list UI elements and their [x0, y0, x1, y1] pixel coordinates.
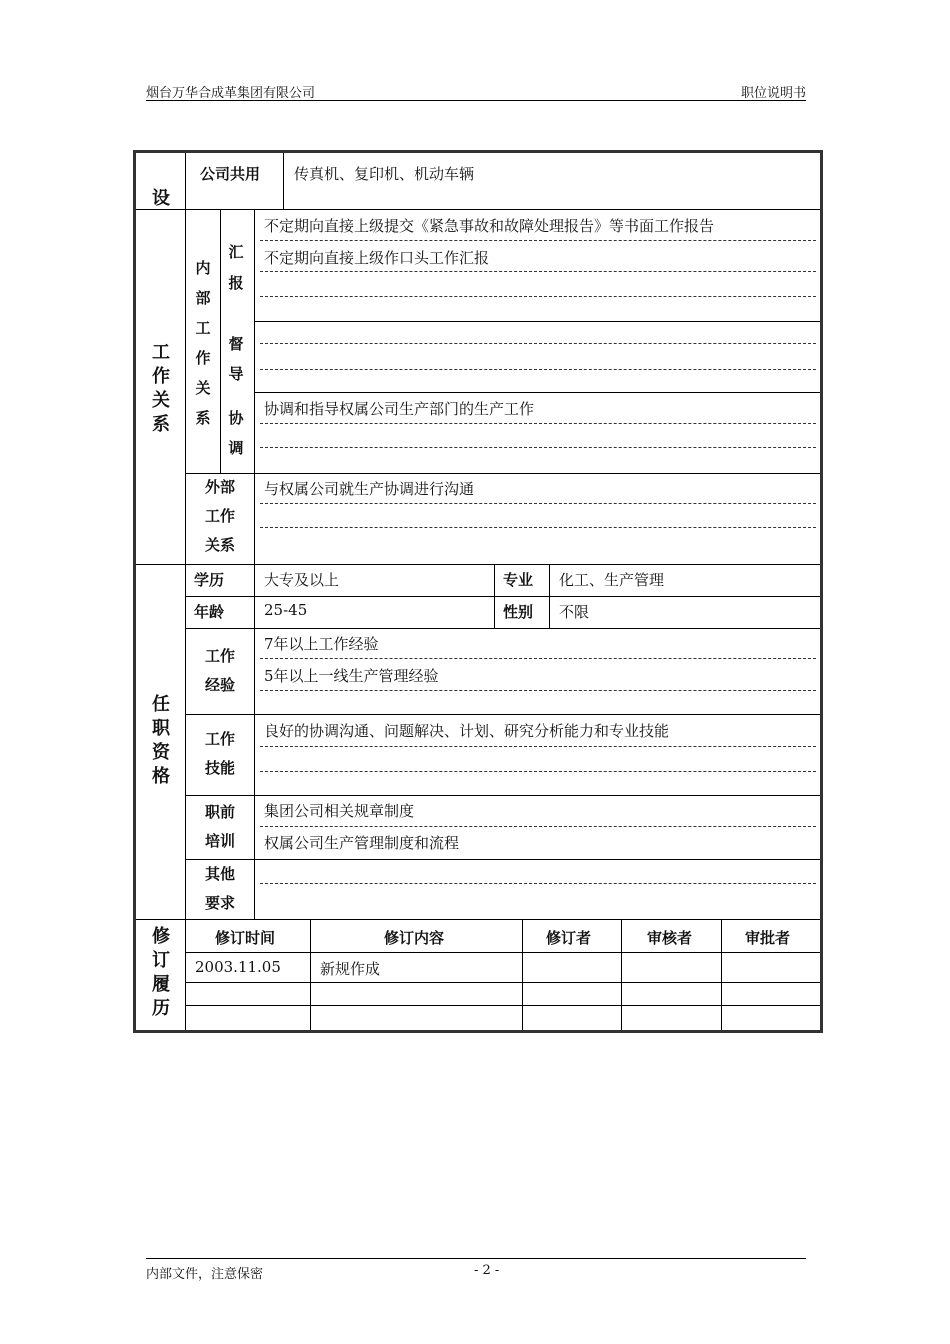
- revision-column-header: 审核者: [647, 929, 693, 947]
- revision-section-label: 修订履历: [152, 926, 170, 1019]
- major-label: 专业: [503, 571, 534, 589]
- page-footer: [146, 1258, 806, 1282]
- relations-section-label: 工作关系: [152, 342, 170, 435]
- skills-item: 良好的协调沟通、问题解决、计划、研究分析能力和专业技能: [264, 722, 670, 740]
- report-item: 不定期向直接上级作口头工作汇报: [264, 249, 490, 267]
- page-header: [146, 82, 806, 101]
- age-value: 25-45: [264, 601, 308, 619]
- coordinate-item: 协调和指导权属公司生产部门的生产工作: [264, 400, 535, 418]
- experience-item: 7年以上工作经验: [264, 635, 379, 653]
- gender-value: 不限: [559, 603, 590, 621]
- revision-column-header: 修订内容: [384, 929, 445, 947]
- supervise-label: 督导: [228, 335, 244, 383]
- gender-label: 性别: [503, 603, 534, 621]
- report-label: 汇报: [228, 243, 244, 292]
- age-label: 年龄: [194, 603, 225, 621]
- training-label: 职前培训: [204, 803, 235, 850]
- equipment-section-label: 设: [152, 188, 170, 209]
- training-item: 权属公司生产管理制度和流程: [264, 834, 460, 852]
- skills-label: 工作技能: [204, 730, 235, 777]
- other-requirements-label: 其他要求: [204, 865, 235, 912]
- document-type: 职位说明书: [740, 86, 806, 101]
- shared-equipment-label: 公司共用: [200, 165, 261, 183]
- job-description-table: [133, 150, 823, 1033]
- company-name: 烟台万华合成革集团有限公司: [146, 86, 316, 101]
- experience-label: 工作经验: [204, 647, 235, 694]
- page-number: - 2 -: [474, 1263, 500, 1278]
- coordinate-label: 协调: [228, 409, 244, 457]
- revision-date: 2003.11.05: [195, 958, 281, 976]
- training-item: 集团公司相关规章制度: [264, 802, 415, 820]
- revision-column-header: 修订时间: [215, 929, 276, 947]
- shared-equipment-value: 传真机、复印机、机动车辆: [294, 165, 475, 183]
- revision-column-header: 审批者: [745, 929, 791, 947]
- education-label: 学历: [194, 571, 225, 589]
- qualifications-section-label: 任职资格: [152, 694, 170, 787]
- external-item: 与权属公司就生产协调进行沟通: [264, 480, 475, 498]
- external-relations-label: 外部工作关系: [204, 478, 235, 554]
- experience-item: 5年以上一线生产管理经验: [264, 667, 439, 685]
- education-value: 大专及以上: [264, 571, 340, 589]
- revision-column-header: 修订者: [546, 929, 592, 947]
- major-value: 化工、生产管理: [559, 571, 665, 589]
- report-item: 不定期向直接上级提交《紧急事故和故障处理报告》等书面工作报告: [264, 217, 715, 235]
- revision-content: 新规作成: [320, 960, 381, 978]
- internal-relations-label: 内部工作关系: [195, 259, 211, 427]
- confidential-notice: 内部文件，注意保密: [146, 1267, 264, 1282]
